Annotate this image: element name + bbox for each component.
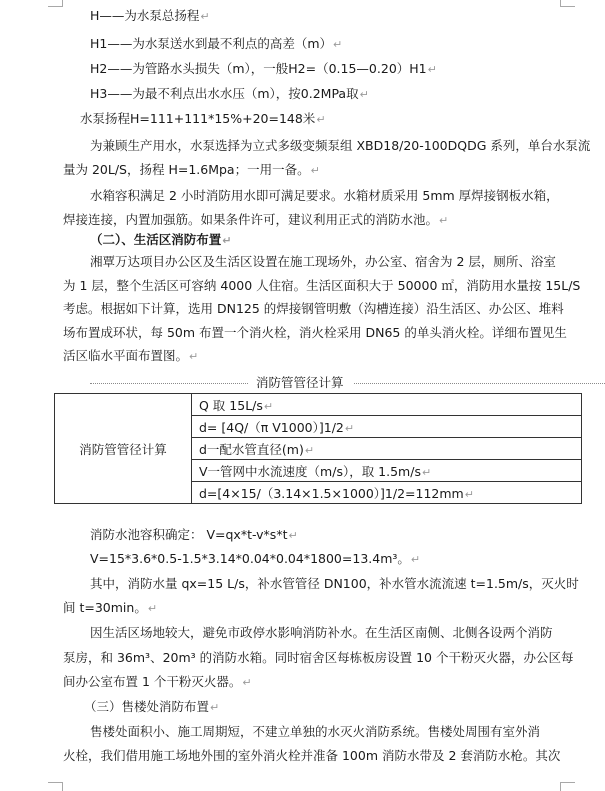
paragraph-living-area-line5: 活区临水平面布置图。↵ xyxy=(63,348,199,363)
paragraph-living-area-line4: 场布置成环状，每 50m 布置一个消火栓，消火栓采用 DN65 的单头消火栓。详细布置见生 xyxy=(63,325,567,340)
paragraph-water-tank: 水箱容积满足 2 小时消防用水即可满足要求。水箱材质采用 5mm 厚焊接钢板水箱， xyxy=(90,188,559,203)
paragraph-pump-rooms-line2: 泵房，和 36m³、20m³ 的消防水箱。同时宿舍区每栋板房设置 10 个干粉灭火器，办公区每 xyxy=(63,650,574,665)
section-heading-sales-office: （三）售楼处消防布置↵ xyxy=(84,699,220,714)
table-cell: Q 取 15L/s↵ xyxy=(192,394,582,416)
page-corner-top-left xyxy=(48,0,63,7)
page-corner-top-right xyxy=(560,0,575,7)
paragraph-pump-selection: 为兼顾生产用水，水泵选择为立式多级变频泵组 XBD18/20-100DQDG 系列，单台水泵流 xyxy=(90,138,591,153)
paragraph-living-area-line3: 考虑。根据如下计算，选用 DN125 的焊接钢管明敷（沟槽连接）沿生活区、办公区、堆料 xyxy=(63,301,564,316)
table-cell: d=[4×15/（3.14×1.5×1000）]1/2=112mm↵ xyxy=(192,482,582,504)
paragraph-living-area: 湘覃万达项目办公区及生活区设置在施工现场外，办公室、宿舍为 2 层，厕所、浴室 xyxy=(90,254,556,269)
paragraph-pump-head-result: 水泵扬程H=111+111*15%+20=148米↵ xyxy=(80,111,326,126)
paragraph-water-tank-line2: 焊接连接，内置加强筋。如果条件许可，建议利用正式的消防水池。↵ xyxy=(63,212,449,227)
table-row xyxy=(55,394,582,416)
paragraph-h1: H1——为水泵送水到最不利点的高差（m）↵ xyxy=(90,36,343,51)
paragraph-pool-volume: 消防水池容积确定： V=qx*t-v*s*t↵ xyxy=(90,527,298,542)
paragraph-h2: H2——为管路水头损失（m），一般H2=（0.15—0.20）H1↵ xyxy=(90,61,437,76)
table-caption-row xyxy=(90,375,605,391)
paragraph-h3: H3——为最不利点出水水压（m），按0.2MPa取↵ xyxy=(90,86,369,101)
paragraph-water-quantity-line2: 间 t=30min。↵ xyxy=(63,600,158,615)
paragraph-living-area-line2: 为 1 层，整个生活区可容纳 4000 人住宿。生活区面积大于 50000 ㎡，消防用水量按 15L/S xyxy=(63,278,581,293)
paragraph-sales-office: 售楼处面积小、施工周期短，不建立单独的水灭火消防系统。售楼处周围有室外消 xyxy=(90,724,541,739)
table-cell: d= [4Q/（π V1000）]1/2↵ xyxy=(192,416,582,438)
paragraph-total-head: H——为水泵总扬程↵ xyxy=(90,8,210,23)
dotted-rule-right xyxy=(354,383,605,384)
page-corner-bottom-left xyxy=(48,782,63,791)
paragraph-sales-office-line2: 火栓，我们借用施工场地外围的室外消火栓并准备 100m 消防水带及 2 套消防水枪。其次 xyxy=(63,748,561,763)
section-heading-living-area: （二）、生活区消防布置↵ xyxy=(90,232,232,247)
table-cell: V一管网中水流速度（m/s），取 1.5m/s↵ xyxy=(192,460,582,482)
page-corner-bottom-right xyxy=(560,782,575,791)
paragraph-pool-volume-formula: V=15*3.6*0.5-1.5*3.14*0.04*0.04*1800=13.4m³。↵ xyxy=(90,551,421,566)
pipe-diameter-table xyxy=(54,393,582,504)
paragraph-pump-rooms: 因生活区场地较大，避免市政停水影响消防补水。在生活区南侧、北侧各设两个消防 xyxy=(90,625,553,640)
table-label-cell: 消防管管径计算 xyxy=(55,394,192,504)
table-cell: d一配水管直径(m)↵ xyxy=(192,438,582,460)
paragraph-pump-selection-line2: 量为 20L/S，扬程 H=1.6Mpa；一用一备。↵ xyxy=(63,162,320,177)
paragraph-water-quantity: 其中，消防水量 qx=15 L/s，补水管管径 DN100，补水管水流流速 t=1.5m/s，灭火时 xyxy=(90,576,579,591)
paragraph-pump-rooms-line3: 间办公室布置 1 个干粉灭火器。↵ xyxy=(63,674,252,689)
dotted-rule-left xyxy=(90,383,248,384)
table-caption: 消防管管径计算 xyxy=(256,375,344,390)
